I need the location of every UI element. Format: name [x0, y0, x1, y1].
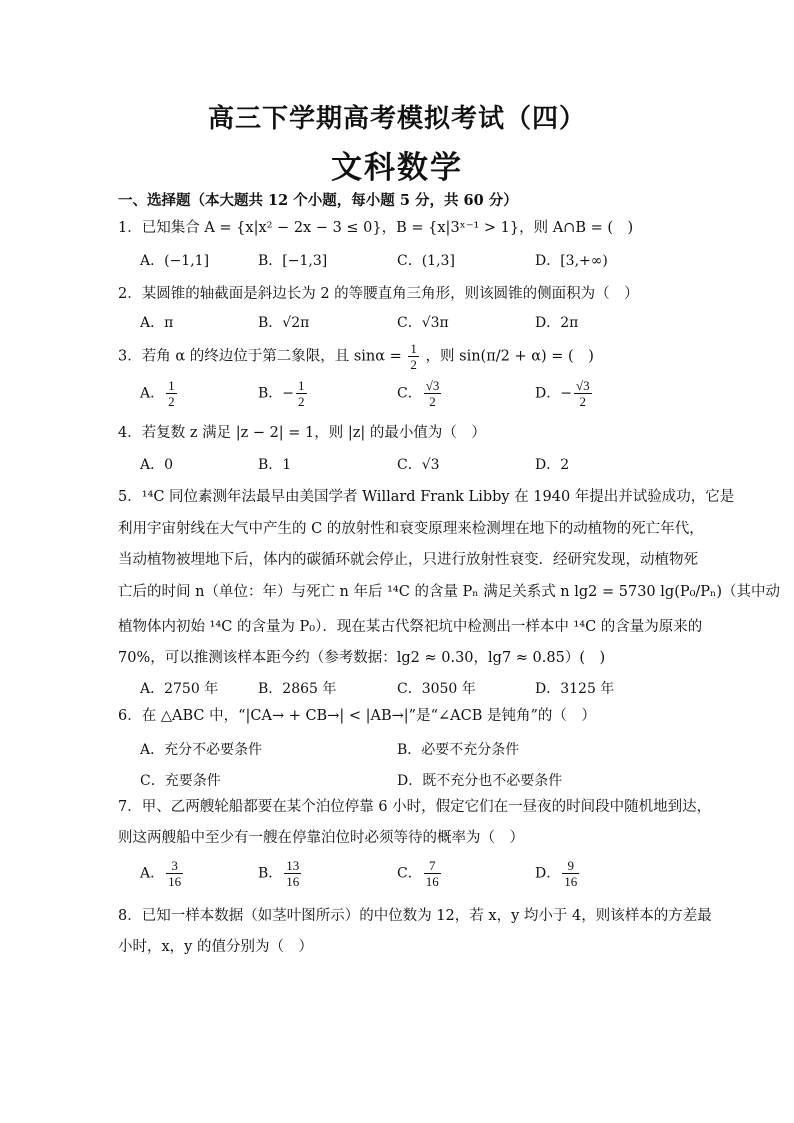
q2-option-d: D．2π: [535, 315, 579, 331]
q4-option-d: D．2: [535, 457, 570, 473]
question-5-line-1: 5．¹⁴C 同位素测年法最早由美国学者 Willard Frank Libby 在 1940 年提出并试验成功，它是: [118, 489, 735, 505]
q3-option-b-label: B．−: [258, 385, 295, 402]
q6-option-c: C．充要条件: [140, 773, 221, 789]
question-6-stem: 6．在 △ABC 中，“|CA→ + CB→| < |AB→|”是“∠ACB 是钝角”的（ ）: [118, 708, 596, 724]
q7-option-d-den: 16: [564, 874, 578, 889]
question-3-stem: [118, 341, 594, 372]
q4-option-b: B．1: [258, 457, 292, 473]
question-5-line-2: 利用宇宙射线在大气中产生的 C 的放射性和衰变原理来检测埋在地下的动植物的死亡年代，: [118, 521, 704, 537]
q5-option-d: D．3125 年: [535, 681, 615, 697]
question-5-line-5: 植物体内初始 ¹⁴C 的含量为 P₀）．现在某古代祭祀坑中检测出一样本中 ¹⁴C 的含量为原来的: [118, 619, 703, 635]
q4-option-a: A．0: [140, 457, 174, 473]
q3-option-a-label: A．: [140, 385, 165, 402]
q6-option-a: A．充分不必要条件: [140, 742, 263, 758]
q3-option-d-den: 2: [579, 394, 587, 409]
q7-option-d-label: D．: [535, 865, 561, 882]
q3-option-c-label: C．: [397, 385, 422, 402]
q7-option-b: [258, 858, 303, 889]
q5-option-a: A．2750 年: [140, 681, 219, 697]
q7-option-a: [140, 858, 185, 889]
q3-fraction-num: 1: [410, 341, 417, 356]
q3-fraction: [408, 341, 419, 372]
question-4-stem: 4．若复数 z 满足 |z − 2| = 1，则 |z| 的最小值为（ ）: [118, 425, 486, 441]
q5-option-b: B．2865 年: [258, 681, 337, 697]
q7-option-c: [397, 858, 443, 889]
question-7-line-2: 则这两艘船中至少有一艘在停靠泊位时必须等待的概率为（ ）: [118, 830, 524, 846]
q7-option-c-num: 7: [424, 858, 441, 874]
q5-option-c: C．3050 年: [397, 681, 476, 697]
q3-option-d: [535, 378, 594, 409]
q7-option-c-label: C．: [397, 865, 422, 882]
section-heading: 一、选择题（本大题共 12 个小题，每小题 5 分，共 60 分）: [118, 192, 518, 209]
question-2-stem: 2．某圆锥的轴截面是斜边长为 2 的等腰直角三角形，则该圆锥的侧面积为（ ）: [118, 286, 639, 302]
q7-option-d-num: 9: [562, 858, 579, 874]
q7-option-b-num: 13: [286, 858, 300, 873]
q3-option-a-num: 1: [168, 378, 175, 393]
question-5-line-6: 70%，可以推测该样本距今约（参考数据：lg2 ≈ 0.30，lg7 ≈ 0.85）( ): [118, 650, 606, 666]
q3-option-d-num: √3: [575, 378, 590, 393]
exam-title: 高三下学期高考模拟考试（四）: [207, 104, 586, 134]
q1-option-c: C．(1,3]: [397, 253, 455, 269]
q7-option-b-den: 16: [286, 874, 300, 889]
q2-option-b: B．√2π: [258, 315, 310, 331]
q7-option-a-label: A．: [140, 865, 165, 882]
q3-stem-part-b: ，则 sin(π/2 + α) = ( ): [425, 348, 594, 365]
q1-option-d: D．[3,+∞): [535, 253, 608, 269]
question-5-line-3: 当动植物被埋地下后，体内的碳循环就会停止，只进行放射性衰变．经研究发现，动植物死: [118, 552, 698, 568]
q7-option-b-label: B．: [258, 865, 283, 882]
q3-option-d-label: D．−: [535, 385, 572, 402]
q7-option-c-den: 16: [425, 874, 439, 889]
q4-option-c: C．√3: [397, 457, 440, 473]
q3-option-b: [258, 378, 309, 409]
q6-option-d: D．既不充分也不必要条件: [397, 773, 563, 789]
q3-option-b-num: 1: [298, 378, 305, 393]
q2-option-c: C．√3π: [397, 315, 449, 331]
q3-option-c-num: √3: [425, 378, 440, 393]
q6-option-b: B．必要不充分条件: [397, 742, 520, 758]
q1-option-b: B．[−1,3]: [258, 253, 328, 269]
question-8-line-1: 8．已知一样本数据（如茎叶图所示）的中位数为 12，若 x，y 均小于 4，则该样本的方差最: [118, 908, 712, 924]
q7-option-a-den: 16: [168, 874, 182, 889]
q7-option-d: [535, 858, 581, 889]
question-7-line-1: 7．甲、乙两艘轮船都要在某个泊位停靠 6 小时，假定它们在一昼夜的时间段中随机地到达，: [118, 799, 712, 815]
q3-option-c: [397, 378, 443, 409]
q2-option-a: A．π: [140, 315, 174, 331]
q1-option-a: A．(−1,1]: [140, 253, 210, 269]
question-5-line-4: 亡后的时间 n（单位：年）与死亡 n 年后 ¹⁴C 的含量 Pₙ 满足关系式 n lg2 = 5730 lg(P₀/Pₙ)（其中动: [118, 584, 780, 600]
exam-subject: 文科数学: [331, 150, 463, 186]
q3-option-a: [140, 378, 179, 409]
q3-option-c-den: 2: [429, 394, 436, 409]
q7-option-a-num: 3: [166, 858, 183, 874]
q3-stem-part-a: 3．若角 α 的终边位于第二象限，且 sinα =: [118, 348, 402, 365]
q3-option-b-den: 2: [298, 394, 305, 409]
question-1-stem: 1．已知集合 A = {x|x² − 2x − 3 ≤ 0}，B = {x|3ˣ⁻¹ > 1}，则 A∩B = ( ): [118, 220, 634, 236]
q3-fraction-den: 2: [410, 357, 417, 372]
q3-option-a-den: 2: [168, 394, 175, 409]
question-8-line-2: 小时，x，y 的值分别为（ ）: [118, 939, 313, 955]
